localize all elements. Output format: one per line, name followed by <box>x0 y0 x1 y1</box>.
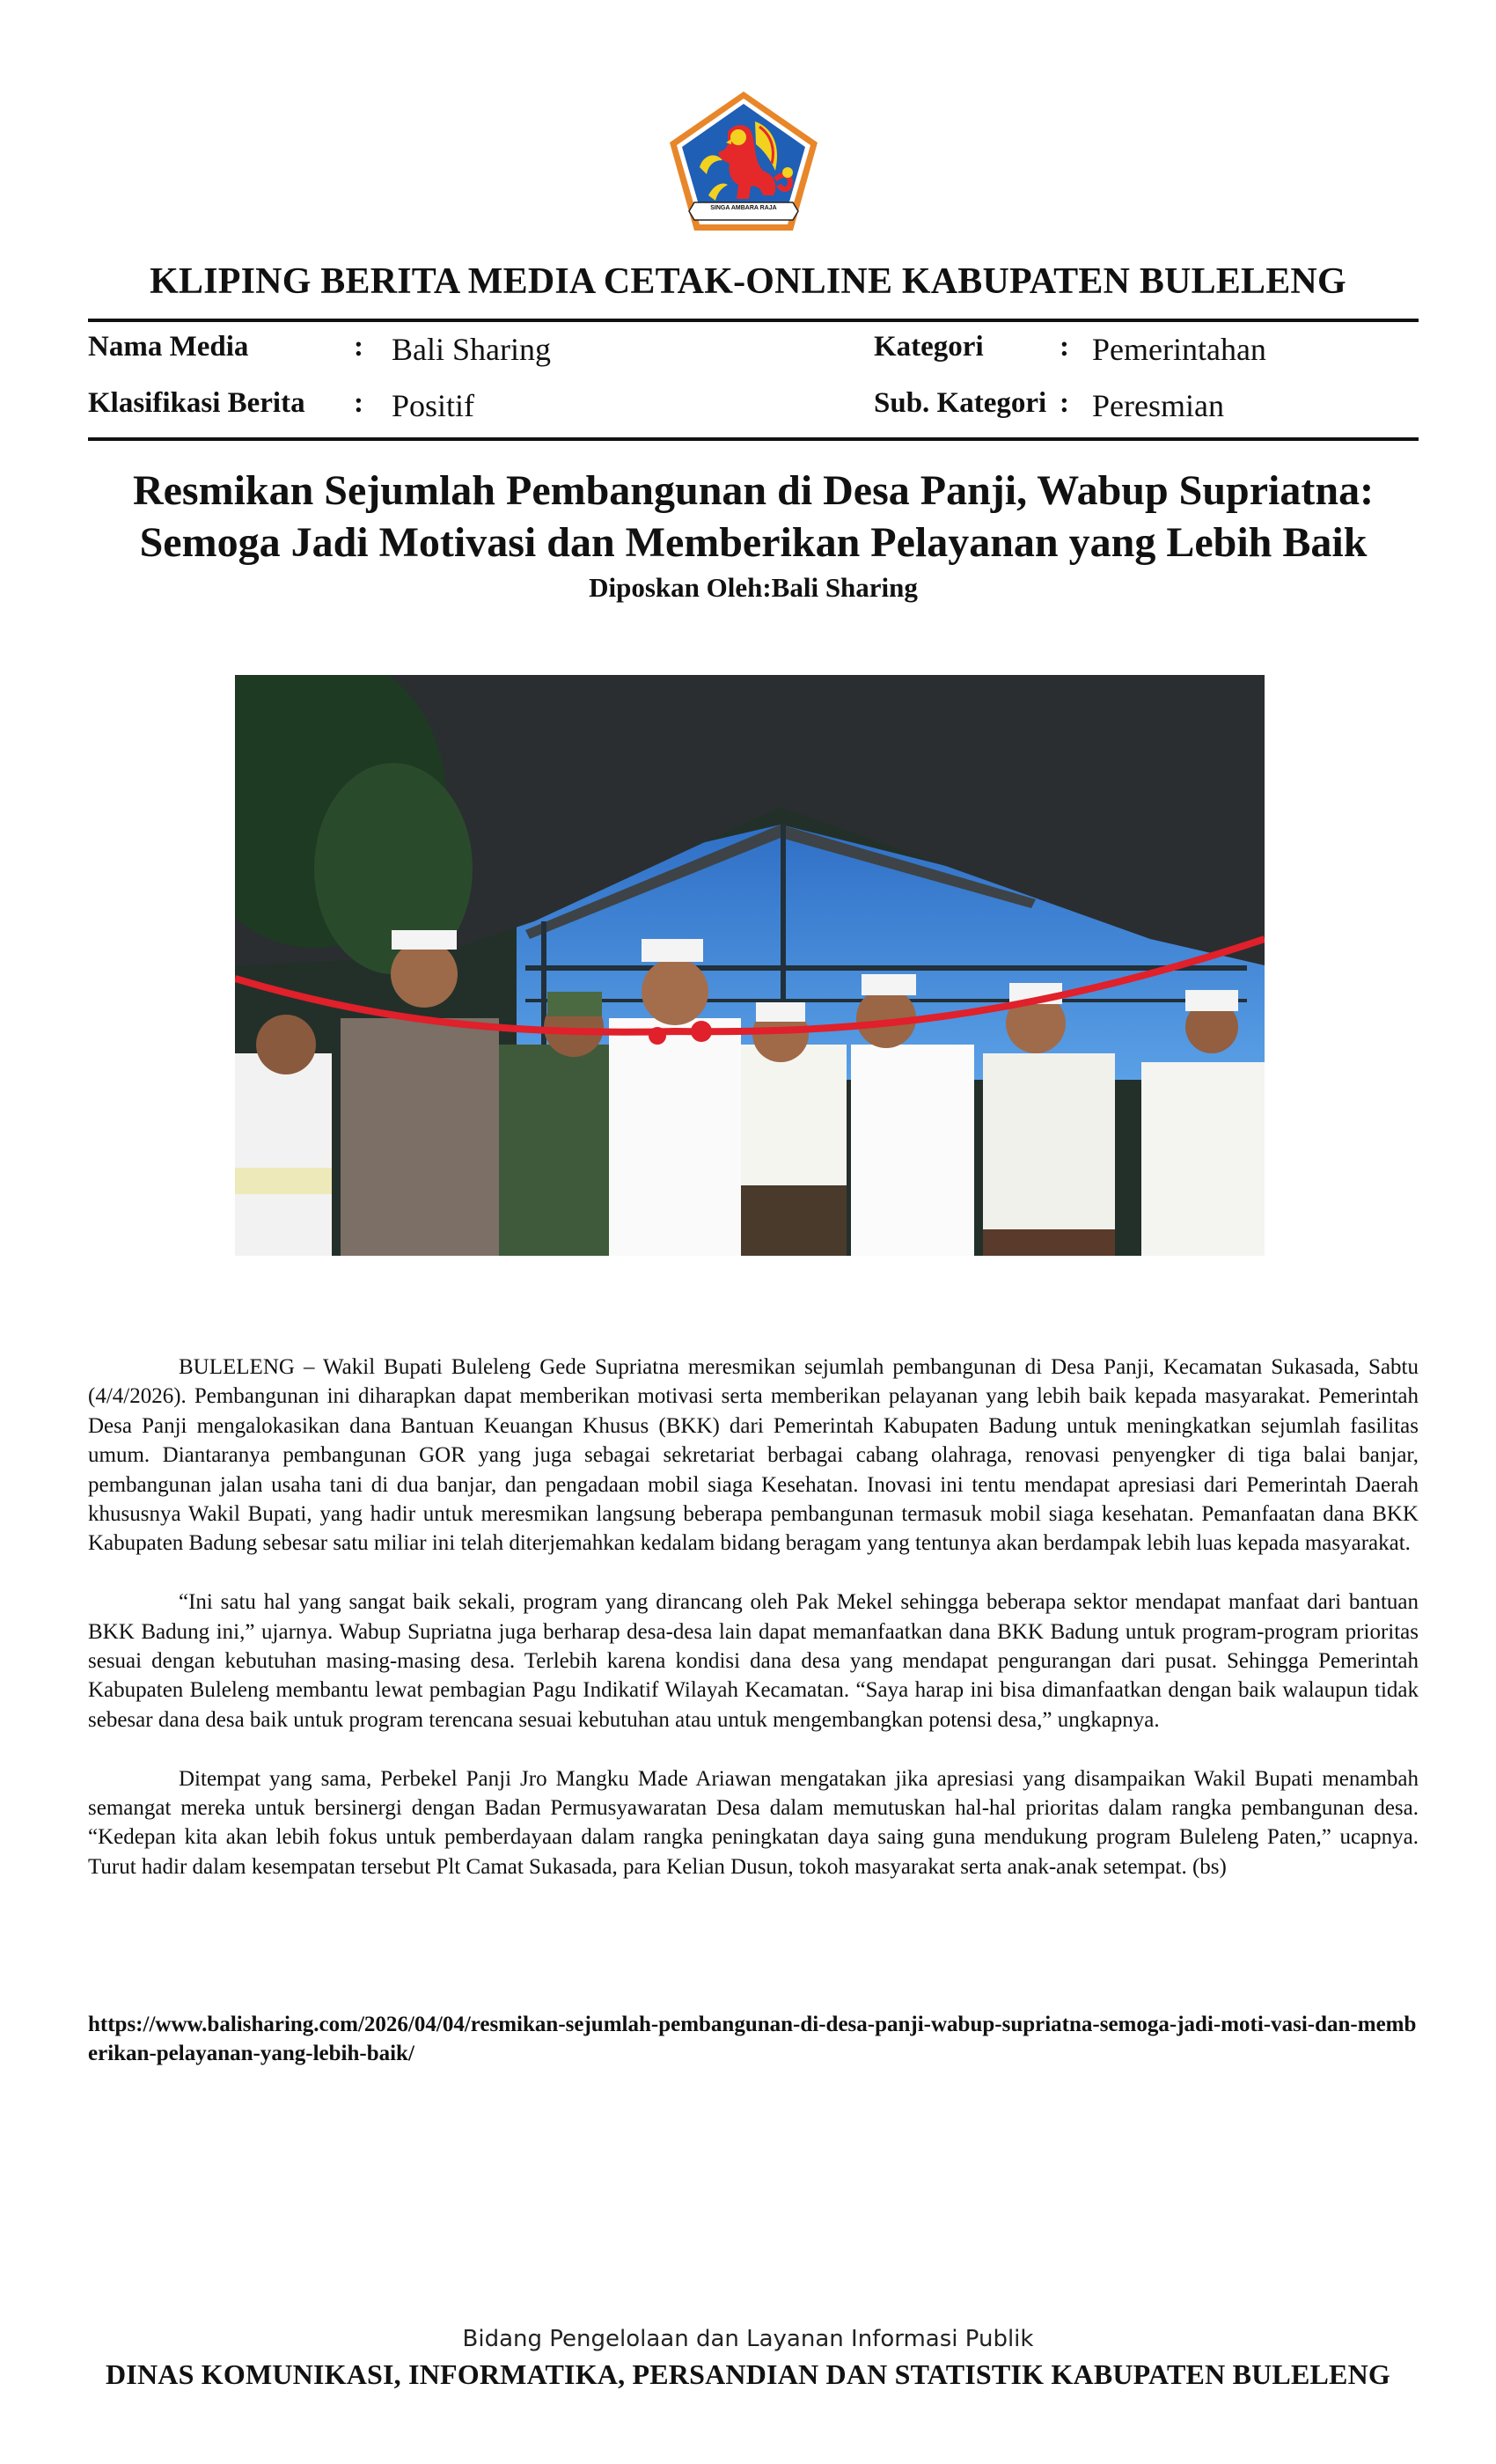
subcategory-label: Sub. Kategori <box>874 387 1047 419</box>
classification-label: Klasifikasi Berita <box>88 387 305 419</box>
category-value: Pemerintahan <box>1092 332 1266 367</box>
posted-by-text: Diposkan Oleh:Bali Sharing <box>589 572 918 603</box>
media-name-value: Bali Sharing <box>392 332 551 367</box>
article-headline <box>88 465 1419 568</box>
subcategory-colon: : <box>1060 387 1069 419</box>
media-name-colon: : <box>354 331 363 363</box>
footer-unit <box>88 2326 1408 2352</box>
posted-by <box>88 572 1419 604</box>
source-link[interactable]: https://www.balisharing.com/2026/04/04/resmikan-sejumlah-pembangunan-di-desa-panji-wabup-supriatna-semoga-jadi-moti-vasi-dan-memberikan-pelayanan-yang-lebih-baik/ <box>88 2013 1417 2066</box>
subcategory-value: Peresmian <box>1092 388 1224 423</box>
headline-line-2-text: Semoga Jadi Motivasi dan Memberikan Pelayanan yang Lebih Baik <box>139 519 1368 566</box>
media-name-label: Nama Media <box>88 331 249 363</box>
headline-line-1 <box>88 465 1419 517</box>
footer-organization-text: DINAS KOMUNIKASI, INFORMATIKA, PERSANDIAN DAN STATISTIK KABUPATEN BULELENG <box>105 2358 1391 2390</box>
article-paragraph: “Ini satu hal yang sangat baik sekali, program yang dirancang oleh Pak Mekel sehingga beberapa sektor mendapat manfaat dari bantuan BKK Badung ini,” ujarnya. Wabup Supriatna juga berharap desa-desa lain dapat memanfaatkan dana BKK Badung untuk program-program prioritas sesuai dengan kebutuhan masing-masing desa. Terlebih karena kondisi dana desa yang mendapat pengurangan dari pusat. Sehingga Pemerintah Kabupaten Buleleng membantu lewat pembagian Pagu Indikatif Wilayah Kecamatan. “Saya harap ini bisa dimanfaatkan dengan baik walaupun tidak sebesar dana desa baik untuk program terencana sesuai kebutuhan atau untuk mengembangkan potensi desa,” ungkapnya. <box>88 1590 1419 1732</box>
singa-ambara-raja-emblem-icon <box>664 86 823 236</box>
logo-caption: SINGA AMBARA RAJA <box>710 205 777 211</box>
divider-top <box>88 319 1419 322</box>
footer-unit-text: Bidang Pengelolaan dan Layanan Informasi Publik <box>462 2326 1034 2352</box>
buleleng-regency-logo <box>664 86 823 236</box>
article-photo <box>235 675 1265 1256</box>
ribbon-cutting-photo <box>235 675 1265 1256</box>
footer-organization <box>88 2358 1408 2391</box>
article-paragraph: BULELENG – Wakil Bupati Buleleng Gede Supriatna meresmikan sejumlah pembangunan di Desa Panji, Kecamatan Sukasada, Sabtu (4/4/2026). Pembangunan ini diharapkan dapat memberikan motivasi serta memberikan pelayanan yang lebih baik kepada masyarakat. Pemerintah Desa Panji mengalokasikan dana Bantuan Keuangan Khusus (BKK) dari Pemerintah Kabupaten Badung untuk meningkatkan sejumlah fasilitas umum. Diantaranya pembangunan GOR yang juga sebagai sekretariat berbagai cabang olahraga, renovasi penyengker di tiga balai banjar, pembangunan jalan usaha tani di dua banjar, dan pengadaan mobil siaga Kesehatan. Inovasi ini tentu mendapat apresiasi dari Pemerintah Daerah khususnya Wakil Bupati, yang hadir untuk meresmikan langsung beberapa pembangunan termasuk mobil siaga kesehatan. Pemanfaatan dana BKK Kabupaten Badung sebesar satu miliar ini telah diterjemahkan kedalam bidang beragam yang tentunya akan berdampak lebih luas kepada masyarakat. <box>88 1355 1419 1556</box>
headline-line-2 <box>88 517 1419 568</box>
article-body <box>88 1353 1419 1911</box>
document-title <box>88 260 1408 303</box>
document-title-text: KLIPING BERITA MEDIA CETAK-ONLINE KABUPATEN BULELENG <box>150 261 1346 302</box>
classification-colon: : <box>354 387 363 419</box>
category-colon: : <box>1060 331 1069 363</box>
article-paragraph: Ditempat yang sama, Perbekel Panji Jro Mangku Made Ariawan mengatakan jika apresiasi yang disampaikan Wakil Bupati menambah semangat mereka untuk bersinergi dengan Badan Permusyawaratan Desa dalam memutuskan hal-hal prioritas dalam rangka pembangunan desa. “Kedepan kita akan lebih fokus untuk pemberdayaan dalam rangka peningkatan daya saing guna mendukung program Buleleng Paten,” ucapnya. Turut hadir dalam kesempatan tersebut Plt Camat Sukasada, para Kelian Dusun, tokoh masyarakat serta anak-anak setempat. (bs) <box>88 1766 1419 1879</box>
classification-value: Positif <box>392 388 475 423</box>
divider-bottom <box>88 437 1419 441</box>
category-label: Kategori <box>874 331 984 363</box>
headline-line-1-text: Resmikan Sejumlah Pembangunan di Desa Panji, Wabup Supriatna: <box>132 467 1375 514</box>
